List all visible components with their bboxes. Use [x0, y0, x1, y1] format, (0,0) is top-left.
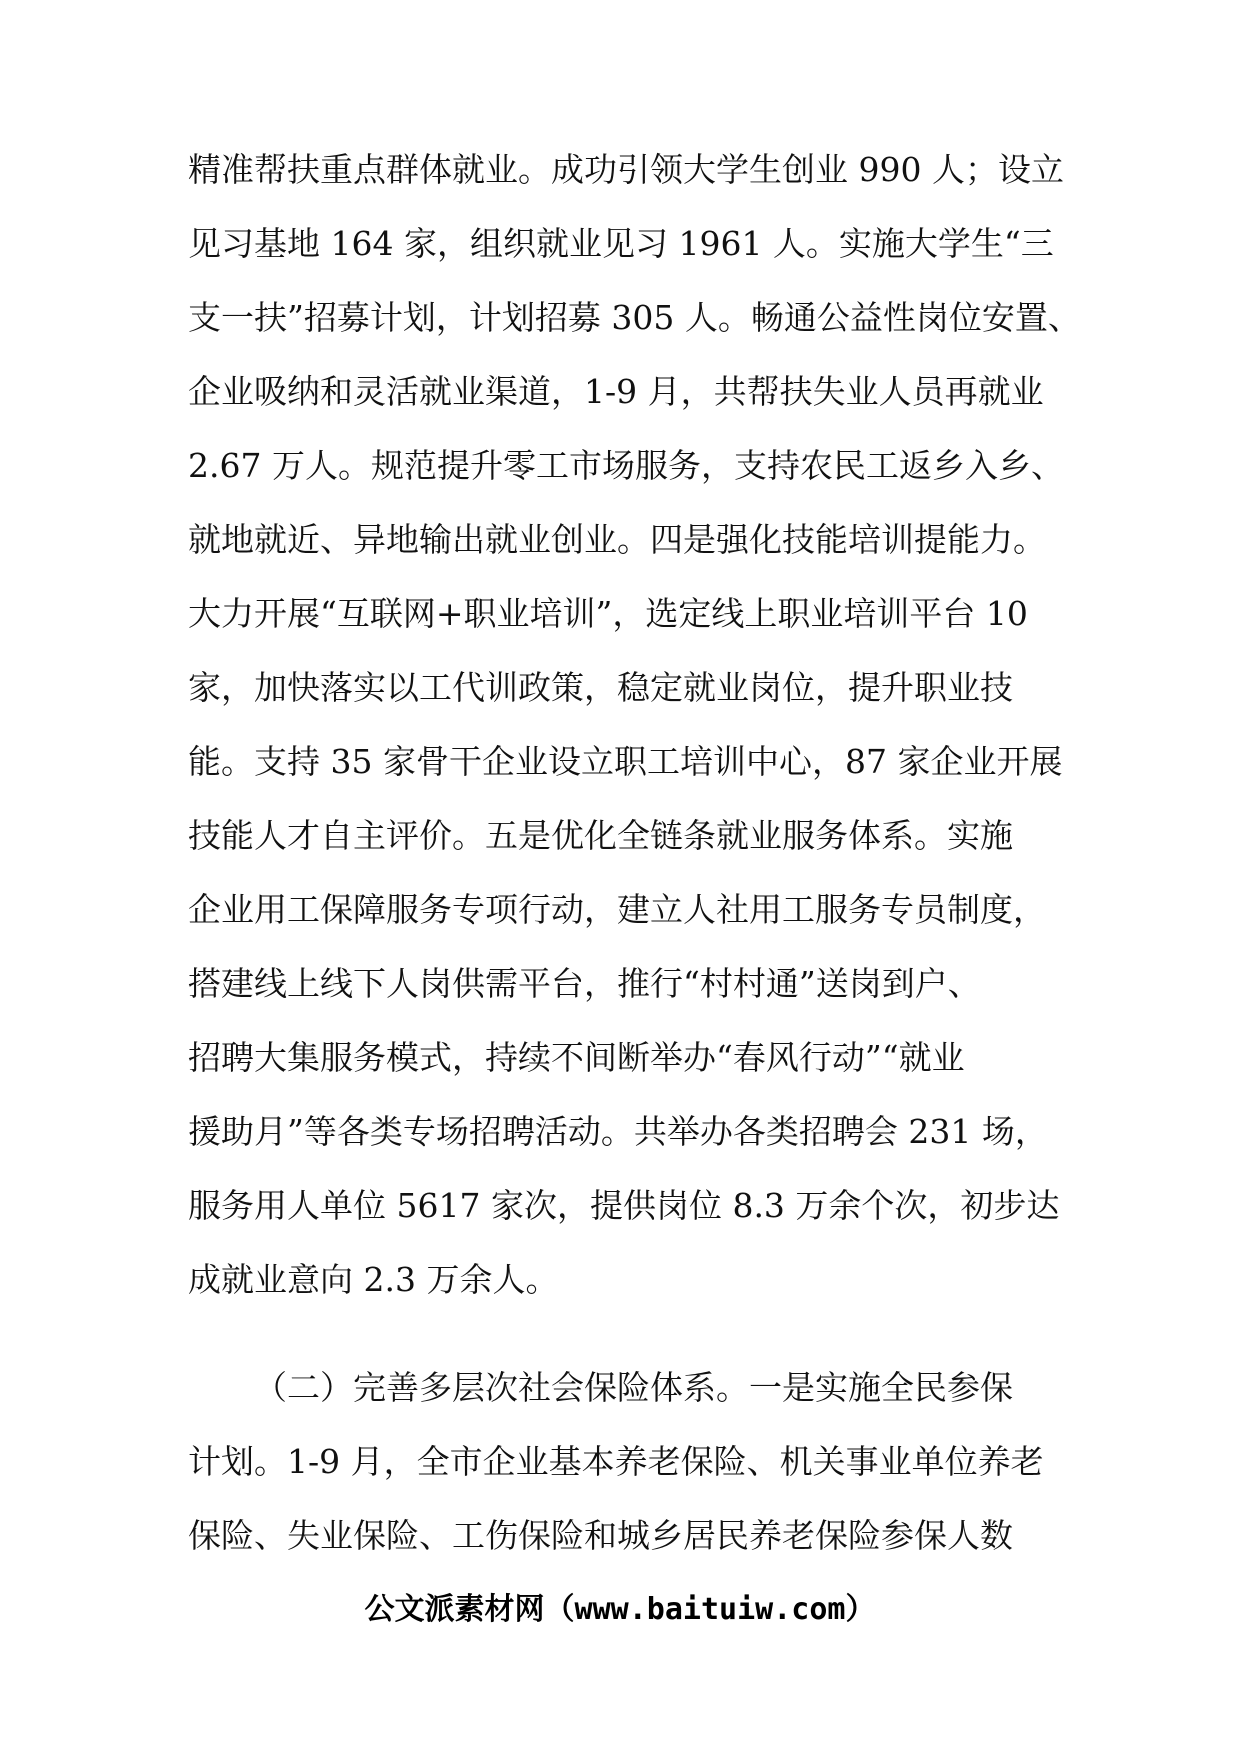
body-text-line: 企业用工保障服务专项行动，建立人社用工服务专员制度，: [188, 890, 1046, 929]
body-text-line: 搭建线上线下人岗供需平台，推行“村村通”送岗到户、: [188, 964, 981, 1003]
body-text-line: 支一扶”招募计划，计划招募 305 人。畅通公益性岗位安置、: [188, 298, 1081, 337]
body-text-line: 技能人才自主评价。五是优化全链条就业服务体系。实施: [188, 816, 1013, 855]
body-text-line: 大力开展“互联网+职业培训”，选定线上职业培训平台 10: [188, 594, 1028, 633]
body-text-line: 企业吸纳和灵活就业渠道，1-9 月，共帮扶失业人员再就业: [188, 372, 1044, 411]
footer-watermark: 公文派素材网（www.baituiw.com）: [364, 1592, 876, 1627]
body-text-line: 成就业意向 2.3 万余人。: [188, 1260, 559, 1299]
body-text-line: 家，加快落实以工代训政策，稳定就业岗位，提升职业技: [188, 668, 1013, 707]
body-text-line: 能。支持 35 家骨干企业设立职工培训中心，87 家企业开展: [188, 742, 1063, 781]
body-text-line: 招聘大集服务模式，持续不间断举办“春风行动”“就业: [188, 1038, 965, 1077]
body-text-line: 精准帮扶重点群体就业。成功引领大学生创业 990 人；设立: [188, 150, 1064, 189]
section-heading-line: （二）完善多层次社会保险体系。一是实施全民参保: [254, 1368, 1013, 1407]
body-text-line: 服务用人单位 5617 家次，提供岗位 8.3 万余个次，初步达: [188, 1186, 1060, 1225]
body-text-line: 2.67 万人。规范提升零工市场服务，支持农民工返乡入乡、: [188, 446, 1064, 485]
body-text-line: 计划。1-9 月，全市企业基本养老保险、机关事业单位养老: [188, 1442, 1044, 1481]
body-text-line: 就地就近、异地输出就业创业。四是强化技能培训提能力。: [188, 520, 1046, 559]
body-text-line: 见习基地 164 家，组织就业见习 1961 人。实施大学生“三: [188, 224, 1054, 263]
body-text-line: 援助月”等各类专场招聘活动。共举办各类招聘会 231 场，: [188, 1112, 1048, 1151]
body-text-line: 保险、失业保险、工伤保险和城乡居民养老保险参保人数: [188, 1516, 1013, 1555]
